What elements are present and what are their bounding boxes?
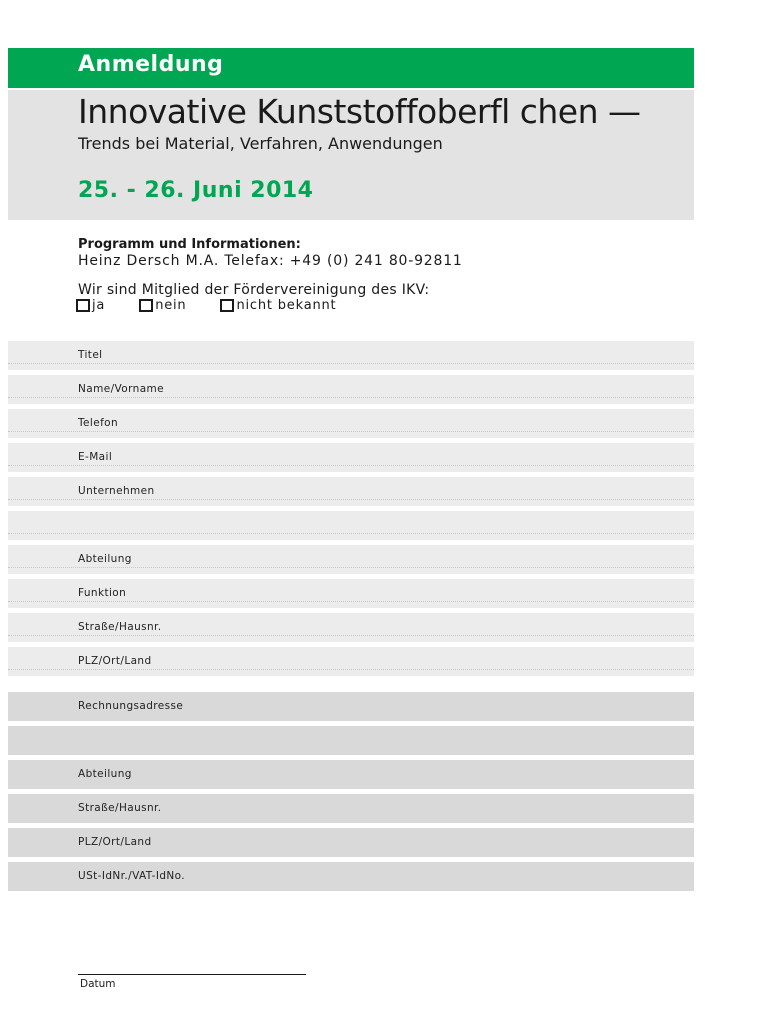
contact-info: Heinz Dersch M.A. Telefax: +49 (0) 241 80-92811	[78, 253, 463, 269]
field-line	[8, 635, 694, 636]
field-billing-abteilung[interactable]	[8, 760, 694, 789]
field-billing-plz-ort[interactable]	[8, 828, 694, 857]
option-ja[interactable]	[76, 298, 105, 313]
field-vat-id[interactable]	[8, 862, 694, 891]
checkbox-ja[interactable]	[76, 299, 90, 312]
option-label: ja	[92, 298, 106, 313]
field-label: PLZ/Ort/Land	[78, 655, 152, 667]
field-unternehmen-2[interactable]	[8, 511, 694, 540]
field-telefon[interactable]	[8, 409, 694, 438]
field-unternehmen[interactable]	[8, 477, 694, 506]
event-date: 25. - 26. Juni 2014	[78, 178, 314, 203]
option-nicht-bekannt[interactable]	[220, 298, 336, 313]
field-line	[8, 499, 694, 500]
field-label: PLZ/Ort/Land	[78, 836, 152, 848]
option-label: nein	[155, 298, 187, 313]
field-plz-ort[interactable]	[8, 647, 694, 676]
field-line	[8, 363, 694, 364]
field-label: Rechnungsadresse	[78, 700, 184, 712]
page-title: Innovative Kunststoffoberfl chen —	[78, 92, 641, 131]
field-rechnungsadresse[interactable]	[8, 692, 694, 721]
signature-line[interactable]	[78, 974, 306, 975]
field-rechnungsadresse-2[interactable]	[8, 726, 694, 755]
checkbox-nicht-bekannt[interactable]	[220, 299, 234, 312]
membership-options	[76, 298, 370, 313]
field-line	[8, 567, 694, 568]
field-label: Telefon	[78, 417, 119, 429]
field-label: E-Mail	[78, 451, 113, 463]
signature-label: Datum	[80, 978, 116, 990]
field-line	[8, 601, 694, 602]
option-label: nicht bekannt	[236, 298, 337, 313]
field-billing-strasse[interactable]	[8, 794, 694, 823]
field-label: Funktion	[78, 587, 127, 599]
page-subtitle: Trends bei Material, Verfahren, Anwendungen	[78, 134, 443, 153]
field-label: Straße/Hausnr.	[78, 621, 162, 633]
field-abteilung[interactable]	[8, 545, 694, 574]
field-email[interactable]	[8, 443, 694, 472]
field-label: Abteilung	[78, 553, 132, 565]
field-line	[8, 397, 694, 398]
field-label: USt-IdNr./VAT-IdNo.	[78, 870, 186, 882]
checkbox-nein[interactable]	[139, 299, 153, 312]
option-nein[interactable]	[139, 298, 186, 313]
header-bar	[8, 48, 694, 88]
field-label: Straße/Hausnr.	[78, 802, 162, 814]
field-line	[8, 431, 694, 432]
field-label: Titel	[78, 349, 103, 361]
field-line	[8, 465, 694, 466]
field-line	[8, 669, 694, 670]
field-label: Name/Vorname	[78, 383, 165, 395]
field-label: Abteilung	[78, 768, 132, 780]
field-name[interactable]	[8, 375, 694, 404]
form-label: Anmeldung	[78, 52, 224, 77]
field-strasse[interactable]	[8, 613, 694, 642]
field-line	[8, 533, 694, 534]
field-label: Unternehmen	[78, 485, 155, 497]
info-heading: Programm und Informationen:	[78, 237, 301, 252]
membership-question: Wir sind Mitglied der Fördervereinigung des IKV:	[78, 282, 430, 298]
field-funktion[interactable]	[8, 579, 694, 608]
field-titel[interactable]	[8, 341, 694, 370]
